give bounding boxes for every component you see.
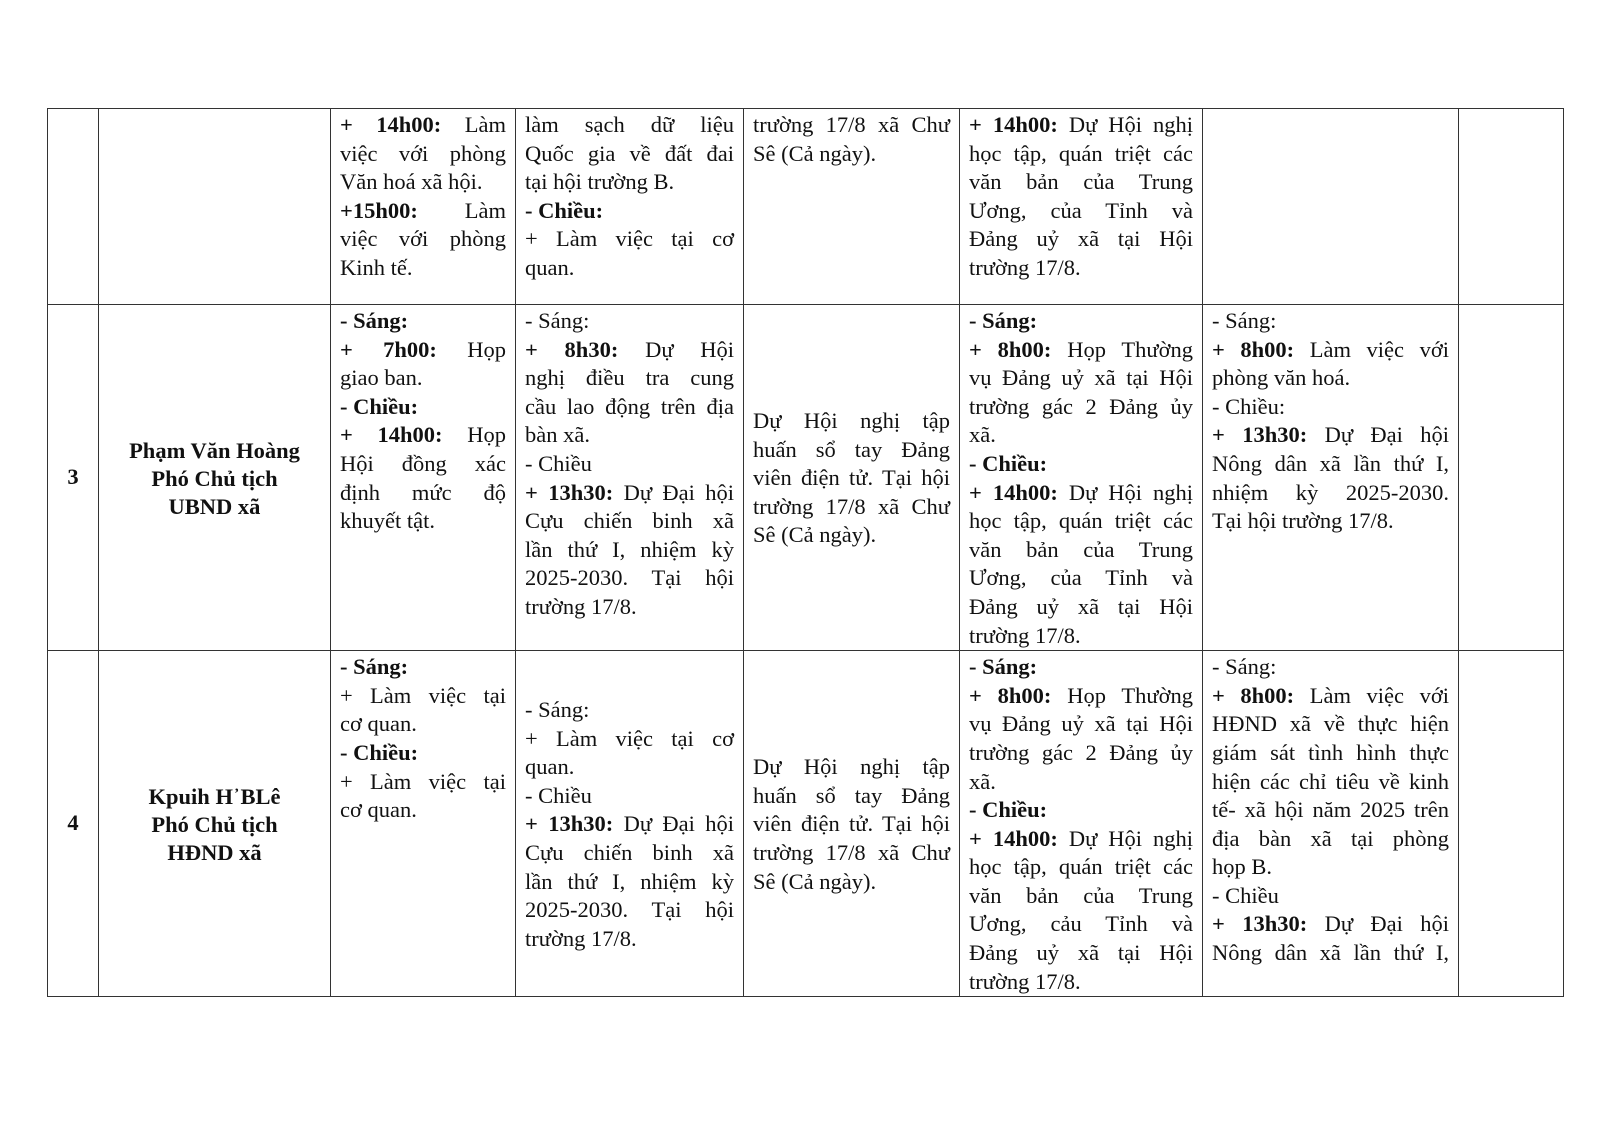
cell-text: tế- xã hội năm 2025 trên [1212, 797, 1449, 823]
cell-text-line [969, 825, 1193, 854]
cell-text-line [340, 421, 506, 450]
time-label: + 13h30: [525, 479, 614, 505]
cell-text-line [340, 254, 506, 283]
time-label: + 7h00: [340, 336, 437, 362]
cell-text: cầu lao động trên địa [525, 393, 734, 419]
cell-text: Làm [441, 112, 506, 137]
cell-text-line [969, 479, 1193, 508]
cell-text-line [969, 796, 1193, 825]
cell-text: văn bản của Trung [969, 536, 1193, 562]
cell-text: - Sáng: [525, 308, 590, 333]
cell-text: xã. [969, 422, 996, 448]
cell-text-line [340, 225, 506, 254]
cell-text: khuyết tật. [340, 508, 435, 534]
row-number [48, 109, 99, 305]
cell-text-line [1212, 882, 1449, 911]
cell-text-line [1212, 421, 1449, 450]
cell-text-line [340, 393, 506, 422]
cell-text: - Chiều: [1212, 393, 1286, 419]
cell-text: trường 17/8 xã Chư [753, 839, 950, 865]
cell-text: Tại hội trường 17/8. [1212, 508, 1394, 534]
cell-text: - Chiều [525, 450, 592, 476]
schedule-cell-day-1 [331, 651, 516, 997]
cell-text: - Chiều [525, 782, 592, 808]
cell-text-line [340, 450, 506, 479]
cell-text: Cựu chiến binh xã [525, 839, 734, 865]
cell-text-line [969, 364, 1193, 393]
cell-text-line [525, 593, 734, 622]
cell-text: Nông dân xã lần thứ I, [1212, 940, 1449, 966]
cell-text: Sê (Cả ngày). [753, 868, 877, 894]
cell-text: lần thứ I, nhiệm kỳ [525, 868, 734, 894]
cell-text-line [1212, 853, 1449, 882]
cell-text: + Làm việc tại [340, 682, 506, 708]
cell-text: lần thứ I, nhiệm kỳ [525, 536, 734, 562]
time-label: + 8h30: [525, 336, 619, 362]
cell-text-line [340, 307, 506, 336]
cell-text-line [753, 810, 950, 839]
cell-text: + Làm việc tại [340, 768, 506, 794]
cell-text: quan. [525, 254, 575, 280]
schedule-cell-day-3 [744, 305, 960, 651]
cell-text: Dự Đại hội [1307, 422, 1449, 448]
time-label: - Sáng: [340, 308, 409, 333]
cell-text: Làm [417, 197, 506, 223]
schedule-row-continued [48, 109, 1564, 305]
cell-text-line [969, 710, 1193, 739]
cell-text: cơ quan. [340, 711, 417, 737]
cell-text-line [525, 810, 734, 839]
cell-text-line [1212, 393, 1449, 422]
cell-text: trường gác 2 Đảng ủy [969, 393, 1193, 419]
cell-text-line [340, 140, 506, 169]
cell-text: Dự Hội nghị [1057, 479, 1193, 505]
cell-text: Dự Đại hội [613, 811, 734, 837]
cell-text-line [753, 493, 950, 522]
time-label: + 13h30: [1212, 422, 1308, 448]
cell-text-line [969, 853, 1193, 882]
cell-text: bàn xã. [525, 422, 590, 448]
cell-text-line [1212, 825, 1449, 854]
cell-text: trường 17/8. [969, 968, 1081, 994]
cell-text: Dự Hội [618, 336, 735, 362]
cell-text-line [340, 111, 506, 140]
cell-text: - Chiều [1212, 882, 1279, 908]
cell-text-line [340, 796, 506, 825]
time-label: - Chiều: [340, 393, 419, 419]
cell-text-line [525, 564, 734, 593]
cell-text: họp B. [1212, 854, 1273, 880]
cell-text-line [1212, 336, 1449, 365]
time-label: - Sáng: [969, 654, 1038, 680]
cell-text: trường 17/8. [525, 593, 637, 619]
cell-text: Sê (Cả ngày). [753, 140, 877, 166]
cell-text-line [525, 753, 734, 782]
cell-text: HĐND xã về thực hiện [1212, 711, 1449, 737]
cell-text-line [969, 536, 1193, 565]
cell-text-line [1212, 910, 1449, 939]
time-label: - Chiều: [340, 739, 419, 765]
cell-text-line [525, 111, 734, 140]
cell-text-line [1212, 796, 1449, 825]
cell-text-line [340, 168, 506, 197]
cell-text-line [969, 197, 1193, 226]
cell-text: nghị điều tra cung [525, 365, 734, 391]
cell-text: Dự Hội nghị [1057, 112, 1193, 137]
time-label: - Sáng: [969, 308, 1038, 333]
cell-text: Dự Hội nghị tập [753, 754, 950, 780]
cell-text-line [969, 593, 1193, 622]
cell-text: địa bàn xã tại phòng [1212, 825, 1449, 851]
cell-text: vụ Đảng uỷ xã tại Hội [969, 365, 1193, 391]
cell-text-line [525, 254, 734, 283]
cell-text-line [525, 479, 734, 508]
cell-text: viên điện tử. Tại hội [753, 465, 950, 491]
cell-text-line [969, 111, 1193, 140]
cell-text-line [1212, 939, 1449, 968]
cell-text: Hội đồng xác [340, 450, 506, 476]
row-number: 4 [48, 651, 99, 997]
cell-text: Dự Đại hội [613, 479, 734, 505]
schedule-cell-day-3 [744, 651, 960, 997]
cell-text-line [969, 450, 1193, 479]
cell-text-line [525, 782, 734, 811]
cell-text: cơ quan. [340, 797, 417, 823]
cell-text-line [1212, 682, 1449, 711]
time-label: + 13h30: [525, 811, 614, 837]
notes-cell [1459, 651, 1564, 997]
schedule-table [47, 108, 1564, 997]
official-name-cell [99, 109, 331, 305]
cell-text-line [753, 464, 950, 493]
time-label: - Sáng: [340, 654, 409, 680]
time-label: + 14h00: [340, 422, 443, 448]
schedule-cell-day-4 [960, 651, 1203, 997]
cell-text: Văn hoá xã hội. [340, 169, 483, 195]
cell-text: học tập, quán triệt các [969, 508, 1193, 534]
cell-text: phòng văn hoá. [1212, 365, 1351, 391]
time-label: + 8h00: [969, 336, 1052, 362]
cell-text: Đảng uỷ xã tại Hội [969, 593, 1193, 619]
cell-text-line [969, 968, 1193, 997]
cell-text-line [969, 507, 1193, 536]
time-label: - Chiều: [525, 197, 604, 223]
cell-text: trường 17/8. [969, 254, 1081, 280]
cell-text-line [340, 682, 506, 711]
time-label: - Chiều: [969, 450, 1048, 476]
cell-text: giám sát tình hình thực [1212, 739, 1449, 765]
cell-text-line [969, 653, 1193, 682]
cell-text-line [525, 450, 734, 479]
cell-text-line [753, 753, 950, 782]
cell-text-line [1212, 768, 1449, 797]
cell-text-line [969, 768, 1193, 797]
cell-text-line [969, 140, 1193, 169]
cell-text: định mức độ [340, 479, 506, 505]
schedule-cell-day-4 [960, 305, 1203, 651]
cell-text: hiện các chỉ tiêu về kinh [1212, 768, 1449, 794]
cell-text-line [525, 364, 734, 393]
cell-text: Ương, của Tỉnh và [969, 565, 1193, 591]
cell-text-line [525, 896, 734, 925]
official-name-cell [99, 305, 331, 651]
cell-text: văn bản của Trung [969, 169, 1193, 195]
schedule-row-official-4 [48, 651, 1564, 997]
cell-text: trường 17/8. [969, 622, 1081, 648]
cell-text: quan. [525, 754, 575, 780]
cell-text: 2025-2030. Tại hội [525, 897, 734, 923]
cell-text-line [969, 225, 1193, 254]
cell-text-line [969, 622, 1193, 651]
cell-text: Làm việc với [1294, 336, 1449, 362]
time-label: + 14h00: [969, 479, 1058, 505]
cell-text: Họp [436, 336, 507, 362]
cell-text-line [753, 868, 950, 897]
cell-text: việc với phòng [340, 140, 506, 166]
cell-text: Ương, của Tỉnh và [969, 197, 1193, 223]
cell-text: Sê (Cả ngày). [753, 522, 877, 548]
official-name: Phạm Văn Hoàng [129, 437, 300, 463]
cell-text-line [525, 421, 734, 450]
cell-text: việc với phòng [340, 226, 506, 252]
cell-text-line [1212, 307, 1449, 336]
schedule-cell-day-5 [1203, 109, 1459, 305]
cell-text: học tập, quán triệt các [969, 854, 1193, 880]
cell-text-line [340, 336, 506, 365]
cell-text: Dự Hội nghị tập [753, 408, 950, 434]
schedule-cell-day-2 [516, 651, 744, 997]
cell-text-line [525, 225, 734, 254]
cell-text-line [340, 768, 506, 797]
schedule-cell-day-4 [960, 109, 1203, 305]
time-label: + 13h30: [1212, 911, 1308, 937]
cell-text: tại hội trường B. [525, 169, 675, 195]
official-title: Phó Chủ tịch [151, 811, 278, 837]
cell-text: huấn sổ tay Đảng [753, 436, 950, 462]
cell-text-line [969, 564, 1193, 593]
cell-text-line [340, 479, 506, 508]
cell-text-line [969, 393, 1193, 422]
cell-text-line [1212, 364, 1449, 393]
row-number: 3 [48, 305, 99, 651]
cell-text-line [525, 868, 734, 897]
time-label: + 8h00: [1212, 682, 1295, 708]
cell-text-line [525, 925, 734, 954]
cell-text-line [525, 507, 734, 536]
cell-text: + Làm việc tại cơ [525, 725, 734, 751]
cell-text: trường 17/8 xã Chư [753, 112, 950, 137]
cell-text-line [753, 140, 950, 169]
official-name-cell [99, 651, 331, 997]
cell-text: giao ban. [340, 365, 423, 391]
schedule-row-official-3 [48, 305, 1564, 651]
cell-text-line [525, 536, 734, 565]
time-label: + 8h00: [969, 682, 1052, 708]
time-label: + 14h00: [969, 112, 1058, 137]
cell-text: + Làm việc tại cơ [525, 226, 734, 252]
cell-text: Cựu chiến binh xã [525, 508, 734, 534]
cell-text: văn bản của Trung [969, 882, 1193, 908]
cell-text-line [340, 739, 506, 768]
cell-text-line [753, 407, 950, 436]
time-label: + 8h00: [1212, 336, 1295, 362]
cell-text-line [1212, 479, 1449, 508]
cell-text-line [525, 336, 734, 365]
cell-text-line [753, 839, 950, 868]
cell-text-line [1212, 710, 1449, 739]
cell-text-line [1212, 450, 1449, 479]
schedule-cell-day-1 [331, 305, 516, 651]
cell-text: Đảng uỷ xã tại Hội [969, 940, 1193, 966]
cell-text: Dự Hội nghị [1057, 825, 1193, 851]
official-unit: HĐND xã [167, 839, 262, 865]
cell-text-line [525, 839, 734, 868]
cell-text: Họp Thường [1051, 336, 1193, 362]
cell-text: Ương, cảu Tỉnh và [969, 911, 1193, 937]
cell-text: - Sáng: [525, 697, 590, 723]
cell-text-line [969, 168, 1193, 197]
cell-text-line [969, 739, 1193, 768]
cell-text: xã. [969, 768, 996, 794]
cell-text-line [525, 696, 734, 725]
cell-text-line [753, 521, 950, 550]
cell-text-line [525, 725, 734, 754]
cell-text: vụ Đảng uỷ xã tại Hội [969, 711, 1193, 737]
official-unit: UBND xã [168, 493, 261, 519]
official-name: Kpuih H᾽BLê [148, 783, 281, 809]
cell-text: Nông dân xã lần thứ I, [1212, 450, 1449, 476]
cell-text: huấn sổ tay Đảng [753, 782, 950, 808]
schedule-cell-day-2 [516, 305, 744, 651]
time-label: + 14h00: [340, 112, 442, 137]
cell-text: trường 17/8 xã Chư [753, 493, 950, 519]
cell-text-line [753, 436, 950, 465]
cell-text-line [340, 197, 506, 226]
cell-text-line [969, 682, 1193, 711]
cell-text: trường gác 2 Đảng ủy [969, 739, 1193, 765]
cell-text-line [1212, 653, 1449, 682]
notes-cell [1459, 109, 1564, 305]
cell-text-line [969, 882, 1193, 911]
cell-text: Họp Thường [1051, 682, 1193, 708]
cell-text: 2025-2030. Tại hội [525, 565, 734, 591]
cell-text: trường 17/8. [525, 925, 637, 951]
schedule-cell-day-1 [331, 109, 516, 305]
cell-text-line [525, 168, 734, 197]
cell-text: Làm việc với [1294, 682, 1449, 708]
cell-text-line [525, 393, 734, 422]
cell-text: - Sáng: [1212, 308, 1277, 333]
cell-text-line [340, 653, 506, 682]
cell-text: Dự Đại hội [1307, 911, 1449, 937]
schedule-cell-day-5 [1203, 651, 1459, 997]
cell-text: - Sáng: [1212, 654, 1277, 680]
cell-text-line [340, 364, 506, 393]
cell-text: làm sạch dữ liệu [525, 112, 734, 137]
time-label: + 14h00: [969, 825, 1058, 851]
time-label: +15h00: [340, 197, 418, 223]
cell-text-line [1212, 507, 1449, 536]
cell-text-line [969, 421, 1193, 450]
cell-text-line [969, 307, 1193, 336]
cell-text-line [525, 140, 734, 169]
cell-text: nhiệm kỳ 2025-2030. [1212, 479, 1449, 505]
cell-text-line [525, 197, 734, 226]
cell-text-line [753, 111, 950, 140]
cell-text-line [753, 782, 950, 811]
cell-text-line [340, 507, 506, 536]
cell-text-line [340, 710, 506, 739]
cell-text: Họp [442, 422, 507, 448]
cell-text-line [969, 254, 1193, 283]
cell-text: Đảng uỷ xã tại Hội [969, 226, 1193, 252]
time-label: - Chiều: [969, 797, 1048, 823]
schedule-cell-day-3 [744, 109, 960, 305]
cell-text: Kinh tế. [340, 254, 413, 280]
cell-text-line [969, 939, 1193, 968]
cell-text-line [1212, 739, 1449, 768]
cell-text: học tập, quán triệt các [969, 140, 1193, 166]
cell-text-line [969, 336, 1193, 365]
official-title: Phó Chủ tịch [151, 465, 278, 491]
notes-cell [1459, 305, 1564, 651]
cell-text-line [969, 910, 1193, 939]
cell-text-line [525, 307, 734, 336]
cell-text: Quốc gia về đất đai [525, 140, 734, 166]
schedule-cell-day-2 [516, 109, 744, 305]
cell-text: viên điện tử. Tại hội [753, 811, 950, 837]
schedule-cell-day-5 [1203, 305, 1459, 651]
